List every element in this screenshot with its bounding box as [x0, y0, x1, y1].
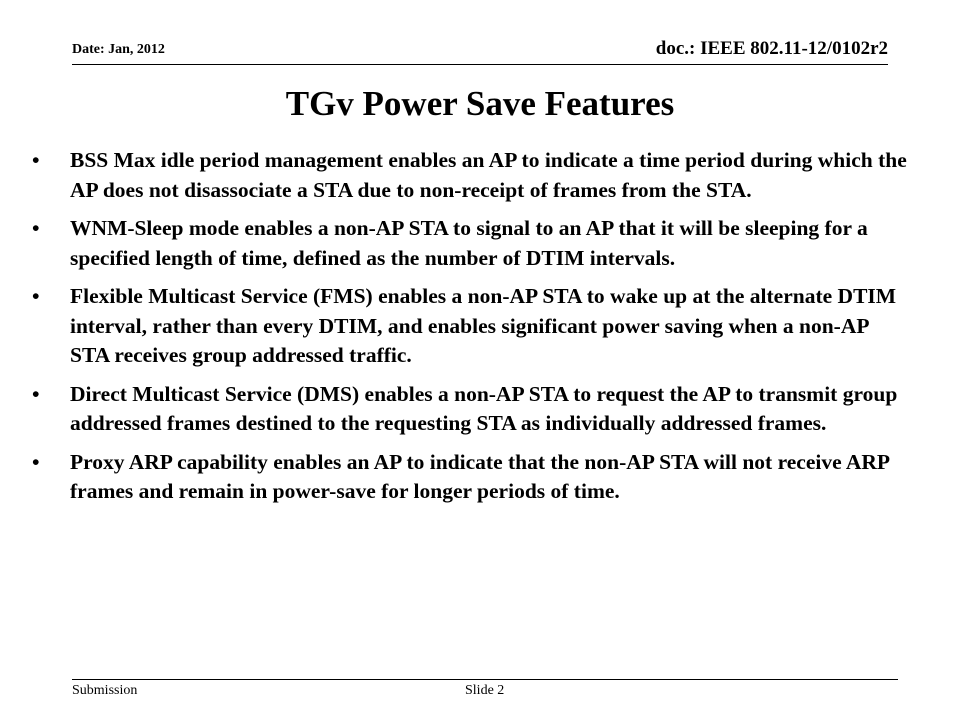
bullet-dot-icon: •	[32, 381, 40, 406]
bullet-dot-icon: •	[32, 148, 40, 172]
bullet-item	[32, 282, 912, 371]
bullet-text: WNM-Sleep mode enables a non-AP STA to signal to an AP that it will be sleeping for a specified length of time, defined as the number of DTIM intervals.	[70, 216, 868, 270]
header-doc-id: doc.: IEEE 802.11-12/0102r2	[655, 38, 888, 59]
bullet-text: Direct Multicast Service (DMS) enables a non-AP STA to request the AP to transmit group addressed frames destined to the requesting STA as individually addressed frames.	[70, 381, 898, 435]
footer-submission: Submission	[72, 683, 138, 698]
bullet-item	[32, 448, 912, 507]
bullet-dot-icon: •	[32, 216, 40, 240]
bullet-list	[32, 146, 912, 516]
bullet-item	[32, 214, 912, 273]
bullet-item	[32, 146, 912, 205]
bullet-text: Flexible Multicast Service (FMS) enables a non-AP STA to wake up at the alternate DTIM interval, rather than every DTIM, and enables significant power saving when a non-AP STA receives group addressed traffic.	[70, 284, 897, 367]
bullet-text: Proxy ARP capability enables an AP to indicate that the non-AP STA will not receive ARP frames and remain in power-save for longer periods of time.	[70, 449, 889, 503]
bullet-item	[32, 380, 912, 439]
footer-divider	[72, 679, 898, 680]
header-divider	[72, 64, 888, 65]
slide-title: TGv Power Save Features	[285, 84, 675, 123]
bullet-text: BSS Max idle period management enables an AP to indicate a time period during which the AP does not disassociate a STA due to non-receipt of frames from the STA.	[70, 148, 907, 202]
footer-slide-number: Slide 2	[465, 683, 505, 698]
bullet-dot-icon: •	[32, 449, 40, 474]
bullet-dot-icon: •	[32, 284, 40, 308]
header-date: Date: Jan, 2012	[72, 42, 165, 57]
